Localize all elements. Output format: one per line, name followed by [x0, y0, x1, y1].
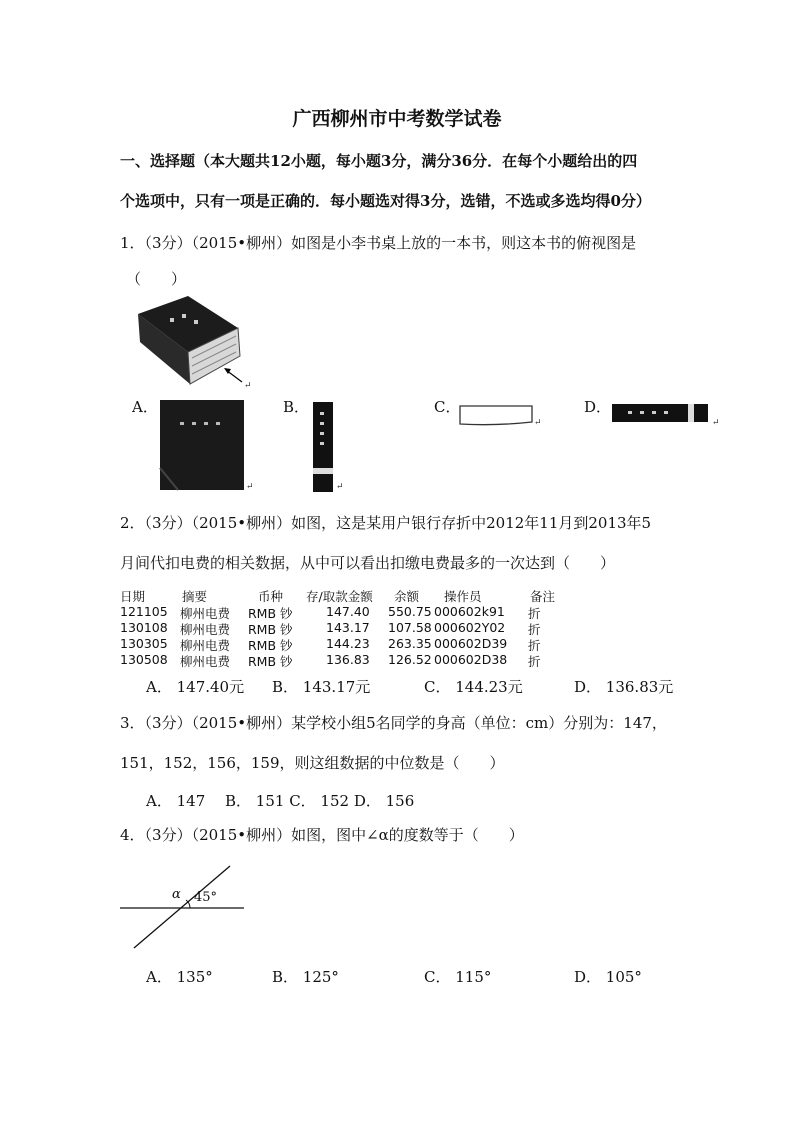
q4-angle-figure — [118, 862, 248, 952]
q1-option-d-label: D． — [584, 398, 612, 416]
cell-note: 折 — [528, 638, 541, 653]
q1-option-d-image — [610, 402, 712, 424]
cell-amount: 147.40 — [326, 604, 370, 619]
return-mark: ↵ — [244, 381, 252, 391]
cell-balance: 126.52 — [388, 652, 432, 667]
q2-option-b: B． 143.17元 — [272, 678, 371, 696]
cell-date: 130508 — [120, 652, 168, 667]
cell-note: 折 — [528, 622, 541, 637]
q2-option-c: C． 144.23元 — [424, 678, 523, 696]
cell-summary: 柳州电费 — [180, 654, 231, 669]
header-summary: 摘要 — [182, 589, 208, 604]
q4-option-b: B． 125° — [272, 968, 339, 986]
q3-stem-line2: 151，152，156，159，则这组数据的中位数是（ ） — [120, 754, 505, 772]
alpha-label: α — [172, 887, 181, 902]
header-balance: 余额 — [394, 589, 420, 604]
q4-stem-line1: 4．（3分）（2015•柳州）如图，图中∠α的度数等于（ ） — [120, 826, 524, 844]
q1-book-photo — [130, 292, 256, 392]
page-title: 广西柳州市中考数学试卷 — [292, 108, 502, 130]
cell-amount: 136.83 — [326, 652, 370, 667]
q2-stem-line2: 月间代扣电费的相关数据，从中可以看出扣缴电费最多的一次达到（ ） — [120, 554, 616, 572]
q4-option-a: A． 135° — [146, 968, 213, 986]
cell-note: 折 — [528, 654, 541, 669]
header-operator: 操作员 — [444, 589, 482, 604]
return-mark: ↵ — [712, 418, 720, 428]
cell-operator: 000602k91 — [434, 604, 505, 619]
return-mark: ↵ — [534, 418, 542, 428]
q4-option-d: D． 105° — [574, 968, 642, 986]
header-currency: 币种 — [258, 589, 284, 604]
cell-currency: RMB 钞 — [248, 654, 293, 669]
q1-option-b-image — [311, 400, 337, 494]
cell-operator: 000602Y02 — [434, 620, 506, 635]
cell-amount: 144.23 — [326, 636, 370, 651]
section-header-line2: 个选项中，只有一项是正确的．每小题选对得3分，选错，不选或多选均得0分） — [120, 192, 651, 210]
q1-option-c-label: C． — [434, 398, 461, 416]
cell-operator: 000602D39 — [434, 636, 508, 651]
cell-currency: RMB 钞 — [248, 622, 293, 637]
cell-date: 121105 — [120, 604, 168, 619]
bankbook-table — [120, 587, 580, 671]
cell-date: 130108 — [120, 620, 168, 635]
section-header-line1: 一、选择题（本大题共12小题，每小题3分，满分36分．在每个小题给出的四 — [120, 152, 638, 170]
q4-option-c: C． 115° — [424, 968, 492, 986]
cell-note: 折 — [528, 606, 541, 621]
q1-option-a-label: A． — [132, 398, 158, 416]
return-mark: ↵ — [246, 482, 254, 492]
header-note: 备注 — [530, 589, 556, 604]
q2-option-d: D． 136.83元 — [574, 678, 674, 696]
angle-45-label: 45° — [194, 890, 218, 905]
header-amount: 存/取款金额 — [306, 589, 373, 604]
return-mark: ↵ — [336, 482, 344, 492]
q3-options: A． 147 B． 151 C． 152 D． 156 — [146, 792, 415, 810]
cell-balance: 263.35 — [388, 636, 432, 651]
cell-summary: 柳州电费 — [180, 638, 231, 653]
q2-stem-line1: 2．（3分）（2015•柳州）如图，这是某用户银行存折中2012年11月到2013年5 — [120, 514, 652, 532]
q2-option-a: A． 147.40元 — [146, 678, 245, 696]
header-date: 日期 — [120, 589, 146, 604]
q3-stem-line1: 3．（3分）（2015•柳州）某学校小组5名同学的身高（单位：cm）分别为：147， — [120, 714, 667, 732]
q1-stem-line1: 1．（3分）（2015•柳州）如图是小李书桌上放的一本书，则这本书的俯视图是 — [120, 234, 637, 252]
cell-summary: 柳州电费 — [180, 622, 231, 637]
q1-option-b-label: B． — [283, 398, 310, 416]
cell-currency: RMB 钞 — [248, 638, 293, 653]
cell-balance: 550.75 — [388, 604, 432, 619]
q1-stem-line2: （ ） — [126, 270, 187, 288]
cell-balance: 107.58 — [388, 620, 432, 635]
cell-amount: 143.17 — [326, 620, 370, 635]
cell-currency: RMB 钞 — [248, 606, 293, 621]
q1-option-a-image — [158, 398, 248, 494]
cell-operator: 000602D38 — [434, 652, 508, 667]
cell-summary: 柳州电费 — [180, 606, 231, 621]
cell-date: 130305 — [120, 636, 168, 651]
q1-option-c-image — [456, 402, 536, 428]
